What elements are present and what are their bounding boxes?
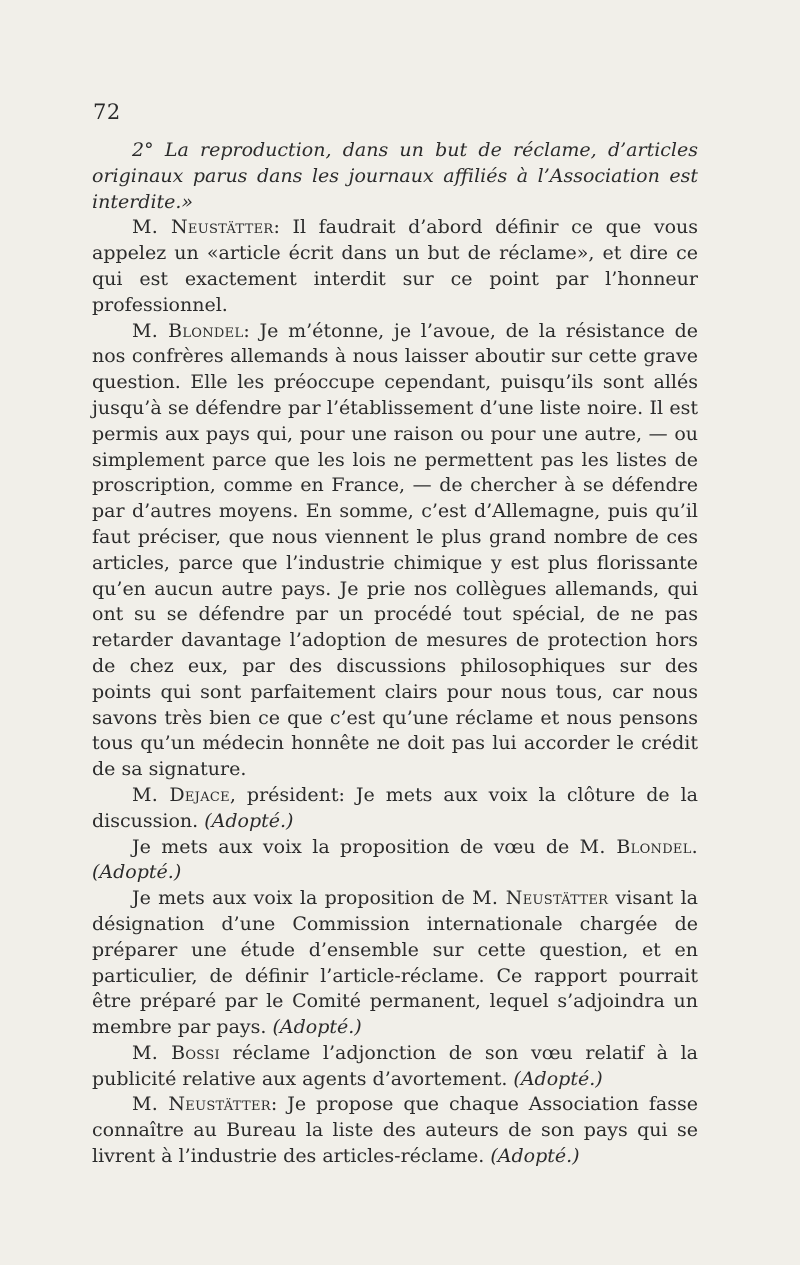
paragraph-text: : Je m’étonne, je l’avoue, de la résistance de nos confrères allemands à nous laisser aboutir sur cette grave question. Elle les préoccupe cependant, puisqu’ils sont allés jusqu’à se défendre par l’établissement d’une liste noire. Il est permis aux pays qui, pour une raison ou pour une autre, — ou simplement parce que les lois ne permettent pas les listes de proscription, comme en France, — de chercher à se défendre par d’autres moyens. En somme, c’est d’Allemagne, puis qu’il faut préciser, que nous viennent le plus grand nombre de ces articles, parce que l’industrie chimique y est plus florissante qu’en aucun autre pays. Je prie nos collègues allemands, qui ont su se défendre par un procédé tout spécial, de ne pas retarder davantage l’adoption de mesures de protection hors de chez eux, par des discussions philosophiques sur des points qui sont parfaitement clairs pour nous tous, car nous savons très bien ce que c’est qu’une réclame et nous pensons tous qu’un médecin honnête ne doit pas lui accorder le crédit de sa signature.: [92, 319, 698, 781]
adopte-note: (Adopté.): [490, 1145, 580, 1168]
paragraph-vote-blondel: [92, 835, 698, 887]
paragraph-vote-neustatter: [92, 886, 698, 1041]
speaker-name: M. Neustätter: [132, 1093, 271, 1116]
quote-text: 2° La reproduction, dans un but de réclame, d’articles originaux parus dans les journaux affiliés à l’Association est interdite.»: [92, 139, 698, 213]
adopte-note: (Adopté.): [272, 1016, 362, 1039]
paragraph-text: : Je propose que chaque Association fasse connaître au Bureau la liste des auteurs de son pays qui se livrent à l’industrie des articles-réclame.: [92, 1093, 698, 1168]
paragraph-text-after: visant la désignation d’une Commission internationale chargée de préparer une étude d’ensemble sur cette question, et en particulier, de définir l’article-réclame. Ce rapport pourrait être préparé par le Comité permanent, lequel s’adjoindra un membre par pays.: [92, 887, 699, 1039]
paragraph-dejace: [92, 783, 698, 835]
paragraph-text: Je mets aux voix la proposition de vœu de: [132, 835, 580, 858]
paragraph-text: réclame l’adjonction de son vœu relatif à la publicité relative aux agents d’avortement.: [92, 1041, 698, 1090]
paragraph-article-quote: [92, 138, 698, 215]
paragraph-text: , président: Je mets aux voix la clôture de la discussion.: [92, 783, 698, 832]
speaker-name: M. Neustätter: [132, 216, 274, 239]
person-name: M. Neustätter: [472, 887, 609, 910]
adopte-note: (Adopté.): [92, 861, 182, 884]
paragraph-text-before: Je mets aux voix la proposition de: [132, 887, 473, 910]
body-text: [92, 138, 698, 1170]
speaker-name: M. Bossi: [132, 1041, 220, 1064]
speaker-name: M. Blondel: [132, 319, 244, 342]
adopte-note: (Adopté.): [513, 1067, 603, 1090]
paragraph-text: : Il faudrait d’abord définir ce que vous appelez un «article écrit dans un but de réclame», et dire ce qui est exactement interdit sur ce point par l’honneur professionnel.: [92, 216, 698, 316]
speaker-name: M. Dejace: [132, 783, 230, 806]
paragraph-neustatter-2: [92, 1092, 698, 1169]
page-number: 72: [93, 100, 121, 124]
paragraph-neustatter-1: [92, 215, 698, 318]
paragraph-blondel: [92, 319, 698, 783]
paragraph-bossi: [92, 1041, 698, 1093]
adopte-note: (Adopté.): [204, 809, 294, 832]
person-name: M. Blondel.: [579, 835, 698, 858]
